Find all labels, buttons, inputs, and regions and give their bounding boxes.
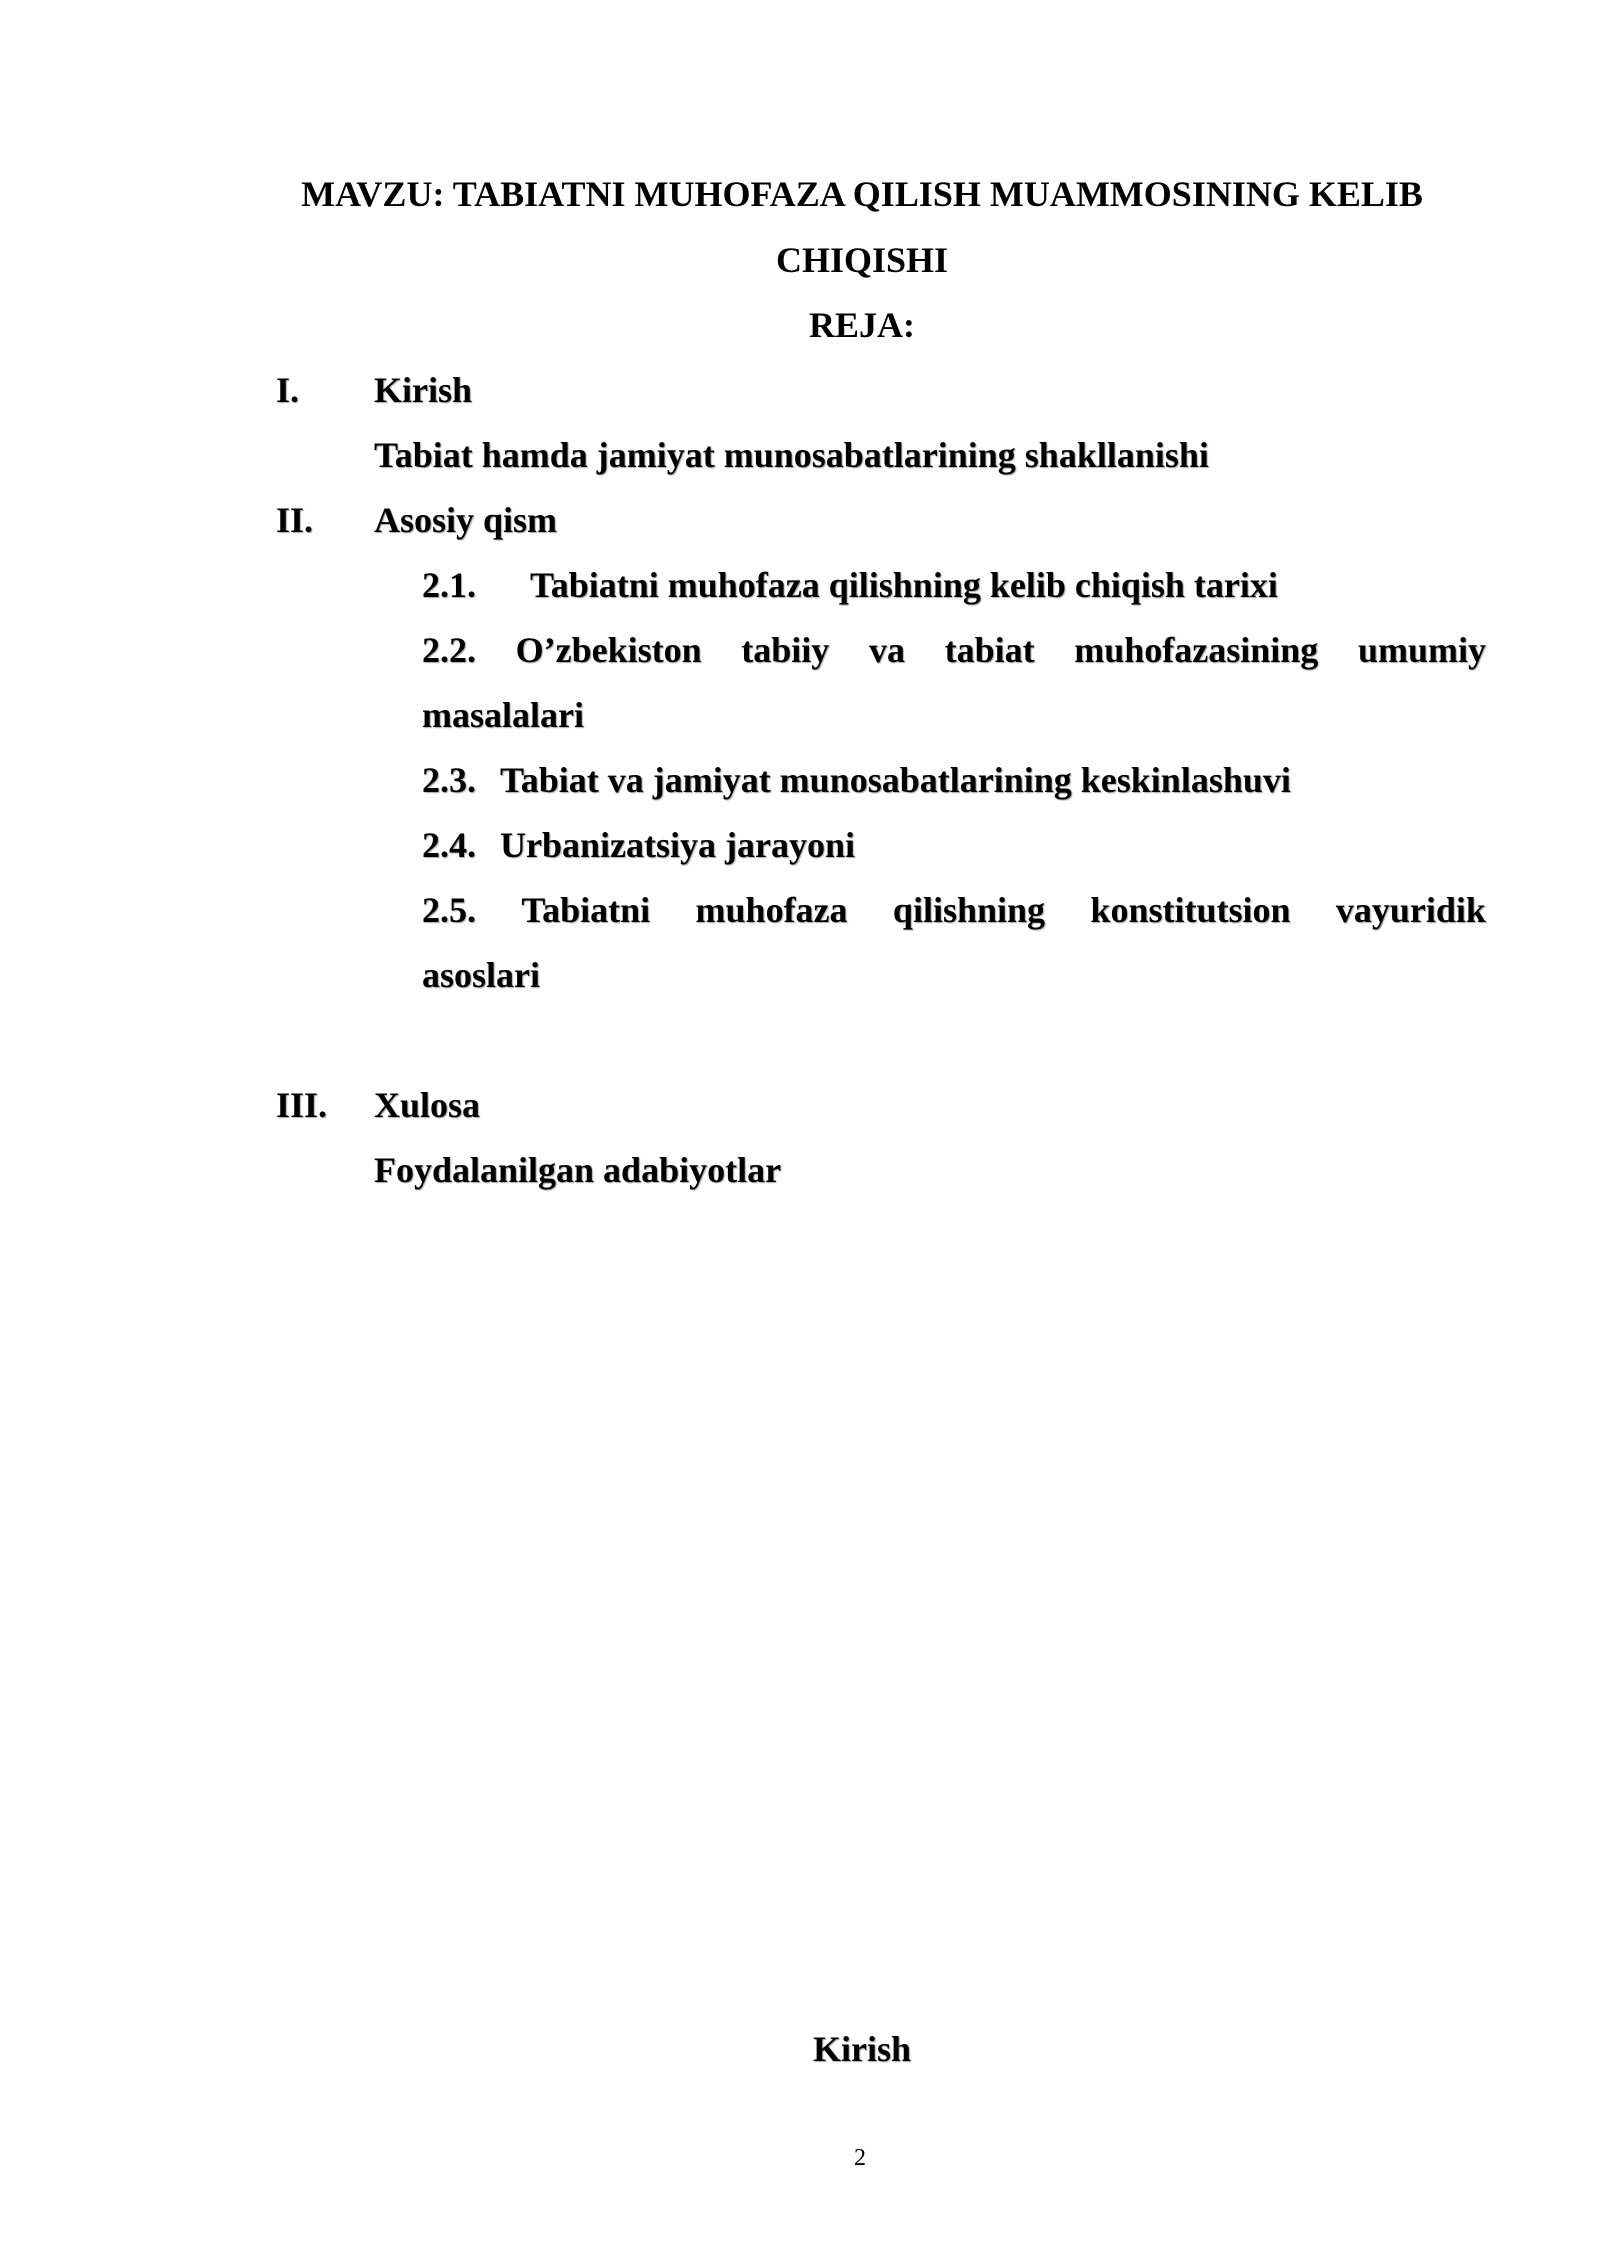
section-sub-item: Foydalanilgan adabiyotlar (374, 1150, 782, 1190)
subsection-justified-line (422, 628, 1486, 672)
section-numeral-3: III. (276, 1085, 328, 1125)
subsection-word: qilishning (892, 890, 1046, 930)
section-label-asosiy-qism: Asosiy qism (374, 500, 558, 540)
page-number: 2 (854, 2145, 866, 2171)
section-label-kirish: Kirish (374, 370, 473, 410)
subsection-word: konstitutsion (1090, 890, 1291, 930)
plan-heading: REJA: (809, 305, 915, 345)
subsection-justified-line (422, 888, 1486, 932)
subsection-continuation: asoslari (422, 955, 541, 995)
subsection-word: muhofazasining (1074, 630, 1319, 670)
subsection-number: 2.5. (422, 890, 476, 930)
kirish-heading: Kirish (812, 2029, 911, 2069)
subsection-word: muhofaza (695, 890, 848, 930)
subsection-text: Tabiatni muhofaza qilishning kelib chiqish tarixi (530, 565, 1278, 605)
subsection-word: Tabiatni (521, 890, 651, 930)
subsection-number: 2.2. (422, 630, 476, 670)
subsection-text: Urbanizatsiya jarayoni (500, 825, 855, 865)
subsection-word: O’zbekiston (515, 630, 702, 670)
section-label-xulosa: Xulosa (374, 1085, 481, 1125)
subsection-word: tabiiy (741, 630, 830, 670)
subsection-continuation: masalalari (422, 695, 584, 735)
document-title-line-1: MAVZU: TABIATNI MUHOFAZA QILISH MUAMMOSINING KELIB (301, 174, 1423, 214)
subsection-number: 2.1. (422, 565, 476, 605)
section-numeral-2: II. (276, 500, 314, 540)
section-numeral-1: I. (276, 370, 300, 410)
subsection-word: tabiat (944, 630, 1035, 670)
subsection-word: va (868, 630, 905, 670)
document-title-line-2: CHIQISHI (775, 240, 949, 280)
subsection-word: umumiy (1357, 630, 1486, 670)
subsection-number: 2.3. (422, 760, 476, 800)
subsection-word: vayuridik (1335, 890, 1486, 930)
subsection-number: 2.4. (422, 825, 476, 865)
subsection-text: Tabiat va jamiyat munosabatlarining keskinlashuvi (500, 760, 1291, 800)
section-sub-item: Tabiat hamda jamiyat munosabatlarining shakllanishi (374, 435, 1209, 475)
